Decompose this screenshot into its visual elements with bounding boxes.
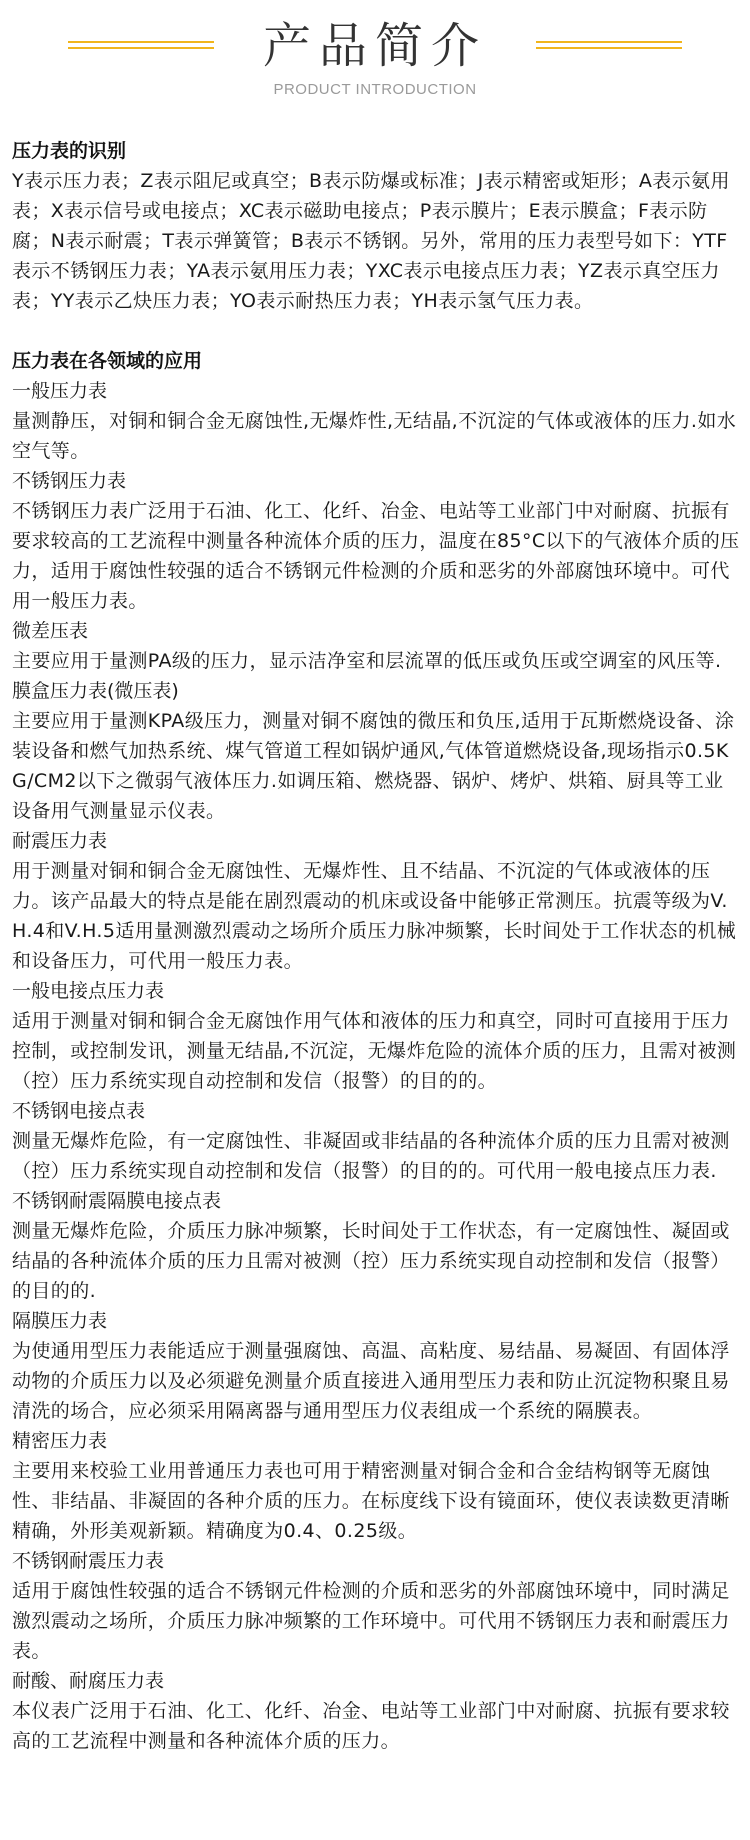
app-text-diaphragm: 为使通用型压力表能适应于测量强腐蚀、高温、高粘度、易结晶、易凝固、有固体浮动物的介质压力以及必须避免测量介质直接进入通用型压力表和防止沉淀物积聚且易清洗的场合，应必须采用隔离器与通用型压力仪表组成一个系统的隔膜表。 [12,1340,730,1422]
app-heading-stainless: 不锈钢压力表 [12,470,127,492]
app-text-general: 量测静压，对铜和铜合金无腐蚀性,无爆炸性,无结晶,不沉淀的气体或液体的压力.如水空气等。 [12,410,737,462]
app-heading-general: 一般压力表 [12,380,108,402]
header-right-rule [536,41,682,43]
app-heading-electric-contact: 一般电接点压力表 [12,980,165,1002]
app-heading-stainless-shockproof: 不锈钢耐震压力表 [12,1550,165,1572]
content-body [12,136,740,1756]
identification-text: Y表示压力表；Z表示阻尼或真空；B表示防爆或标准；J表示精密或矩形；A表示氨用表；X表示信号或电接点；XC表示磁助电接点；P表示膜片；E表示膜盒；F表示防腐；N表示耐震；T表示弹簧管；B表示不锈钢。另外，常用的压力表型号如下：YTF表示不锈钢压力表；YA表示氨用压力表；YXC表示电接点压力表；YZ表示真空压力表；YY表示乙炔压力表；YO表示耐热压力表；YH表示氢气压力表。 [12,170,730,312]
app-heading-diaphragm-contact: 不锈钢耐震隔膜电接点表 [12,1190,222,1212]
page-header [0,0,750,120]
app-text-electric-contact: 适用于测量对铜和铜合金无腐蚀作用气体和液体的压力和真空，同时可直接用于压力控制，或控制发讯，测量无结晶,不沉淀，无爆炸危险的流体介质的压力，且需对被测（控）压力系统实现自动控制和发信（报警）的目的的。 [12,1010,737,1092]
identification-section [12,136,740,316]
app-text-stainless: 不锈钢压力表广泛用于石油、化工、化纤、冶金、电站等工业部门中对耐腐、抗振有要求较高的工艺流程中测量各种流体介质的压力，温度在85°C以下的气液体介质的压力，适用于腐蚀性较强的适合不锈钢元件检测的介质和恶劣的外部腐蚀环境中。可代用一般压力表。 [12,500,740,612]
app-text-diaphragm-contact: 测量无爆炸危险，介质压力脉冲频繁，长时间处于工作状态，有一定腐蚀性、凝固或结晶的各种流体介质的压力且需对被测（控）压力系统实现自动控制和发信（报警）的目的的. [12,1220,730,1302]
app-heading-acid-resistant: 耐酸、耐腐压力表 [12,1670,165,1692]
app-text-stainless-contact: 测量无爆炸危险，有一定腐蚀性、非凝固或非结晶的各种流体介质的压力且需对被测（控）压力系统实现自动控制和发信（报警）的目的的。可代用一般电接点压力表. [12,1130,730,1182]
app-text-differential: 主要应用于量测PA级的压力，显示洁净室和层流罩的低压或负压或空调室的风压等. [12,650,722,672]
app-heading-shockproof: 耐震压力表 [12,830,108,852]
page-subtitle: PRODUCT INTRODUCTION [273,81,477,98]
app-heading-stainless-contact: 不锈钢电接点表 [12,1100,146,1122]
app-text-acid-resistant: 本仪表广泛用于石油、化工、化纤、冶金、电站等工业部门中对耐腐、抗振有要求较高的工艺流程中测量和各种流体介质的压力。 [12,1700,730,1752]
page-title: 产品简介 [262,18,487,74]
app-heading-precision: 精密压力表 [12,1430,108,1452]
section-spacer [12,316,740,346]
app-heading-capsule: 膜盒压力表(微压表) [12,680,179,702]
applications-title: 压力表在各领域的应用 [12,350,203,372]
identification-title: 压力表的识别 [12,140,127,162]
app-heading-differential: 微差压表 [12,620,89,642]
app-text-shockproof: 用于测量对铜和铜合金无腐蚀性、无爆炸性、且不结晶、不沉淀的气体或液体的压力。该产品最大的特点是能在剧烈震动的机床或设备中能够正常测压。抗震等级为V.H.4和V.H.5适用量测激烈震动之场所介质压力脉冲频繁，长时间处于工作状态的机械和设备压力，可代用一般压力表。 [12,860,737,972]
applications-section [12,346,740,1756]
header-right-rule-2 [536,47,682,49]
app-text-precision: 主要用来校验工业用普通压力表也可用于精密测量对铜合金和合金结构钢等无腐蚀性、非结晶、非凝固的各种介质的压力。在标度线下设有镜面环，使仪表读数更清晰精确，外形美观新颖。精确度为0.4、0.25级。 [12,1460,730,1542]
app-text-capsule: 主要应用于量测KPA级压力，测量对铜不腐蚀的微压和负压,适用于瓦斯燃烧设备、涂装设备和燃气加热系统、煤气管道工程如锅炉通风,气体管道燃烧设备,现场指示0.5KG/CM2以下之微弱气液体压力.如调压箱、燃烧器、锅炉、烤炉、烘箱、厨具等工业设备用气测量显示仪表。 [12,710,735,822]
app-text-stainless-shockproof: 适用于腐蚀性较强的适合不锈钢元件检测的介质和恶劣的外部腐蚀环境中，同时满足激烈震动之场所，介质压力脉冲频繁的工作环境中。可代用不锈钢压力表和耐震压力表。 [12,1580,730,1662]
app-heading-diaphragm: 隔膜压力表 [12,1310,108,1332]
